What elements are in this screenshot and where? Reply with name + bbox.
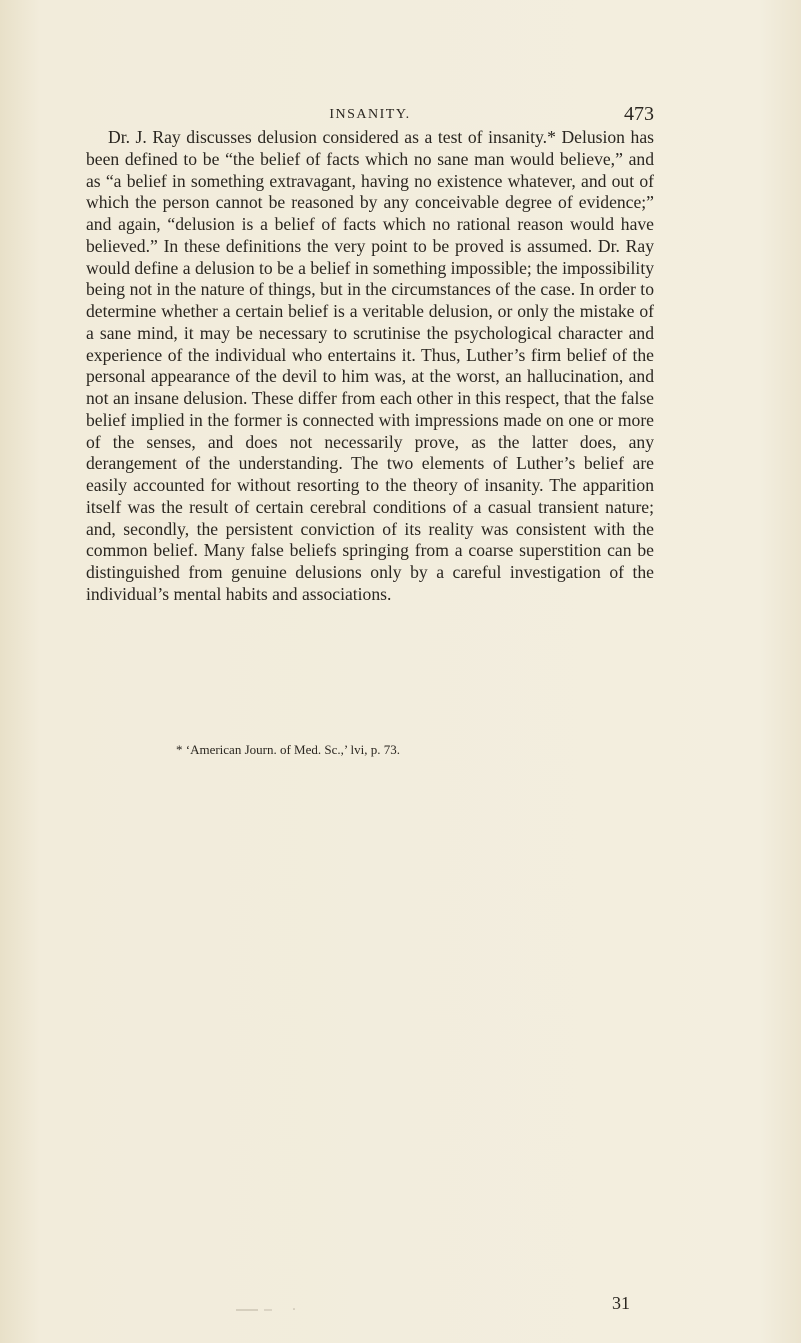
signature-mark: 31: [612, 1293, 630, 1313]
footnote: * ‘American Journ. of Med. Sc.,’ lvi, p. 73.: [176, 742, 400, 757]
ink-specks: [236, 1305, 306, 1313]
body-paragraph: Dr. J. Ray discusses delusion considered as a test of insanity.* Delusion has been defined to be “the belief of facts which no sane man would believe,” and as “a belief in something extravagant, having no existence whatever, and out of which the person cannot be reasoned by any conceivable degree of evidence;” and again, “delusion is a belief of facts which no rational reason would have believed.” In these definitions the very point to be proved is assumed. Dr. Ray would define a delusion to be a belief in something impossible; the impossibility being not in the nature of things, but in the circumstances of the case. In order to determine whether a certain belief is a veritable delusion, or only the mistake of a sane mind, it may be necessary to scrutinise the psychological character and experience of the individual who entertains it. Thus, Luther’s firm belief of the personal appearance of the devil to him was, at the worst, an hallucination, and not an insane delusion. These differ from each other in this respect, that the false belief implied in the former is connected with impressions made on one or more of the senses, and does not necessarily prove, as the latter does, any derangement of the understanding. The two elements of Luther’s belief are easily accounted for without resorting to the theory of insanity. The apparition itself was the result of certain cerebral conditions of a casual transient nature; and, secondly, the persistent conviction of its reality was consistent with the common belief. Many false beliefs springing from a coarse superstition can be distinguished from genuine delusions only by a careful investigation of the individual’s mental habits and associations.: [86, 127, 654, 604]
ink-speck: [293, 1308, 295, 1310]
running-head: [86, 103, 654, 127]
page-number: 473: [624, 103, 654, 125]
running-title: INSANITY.: [329, 107, 411, 122]
